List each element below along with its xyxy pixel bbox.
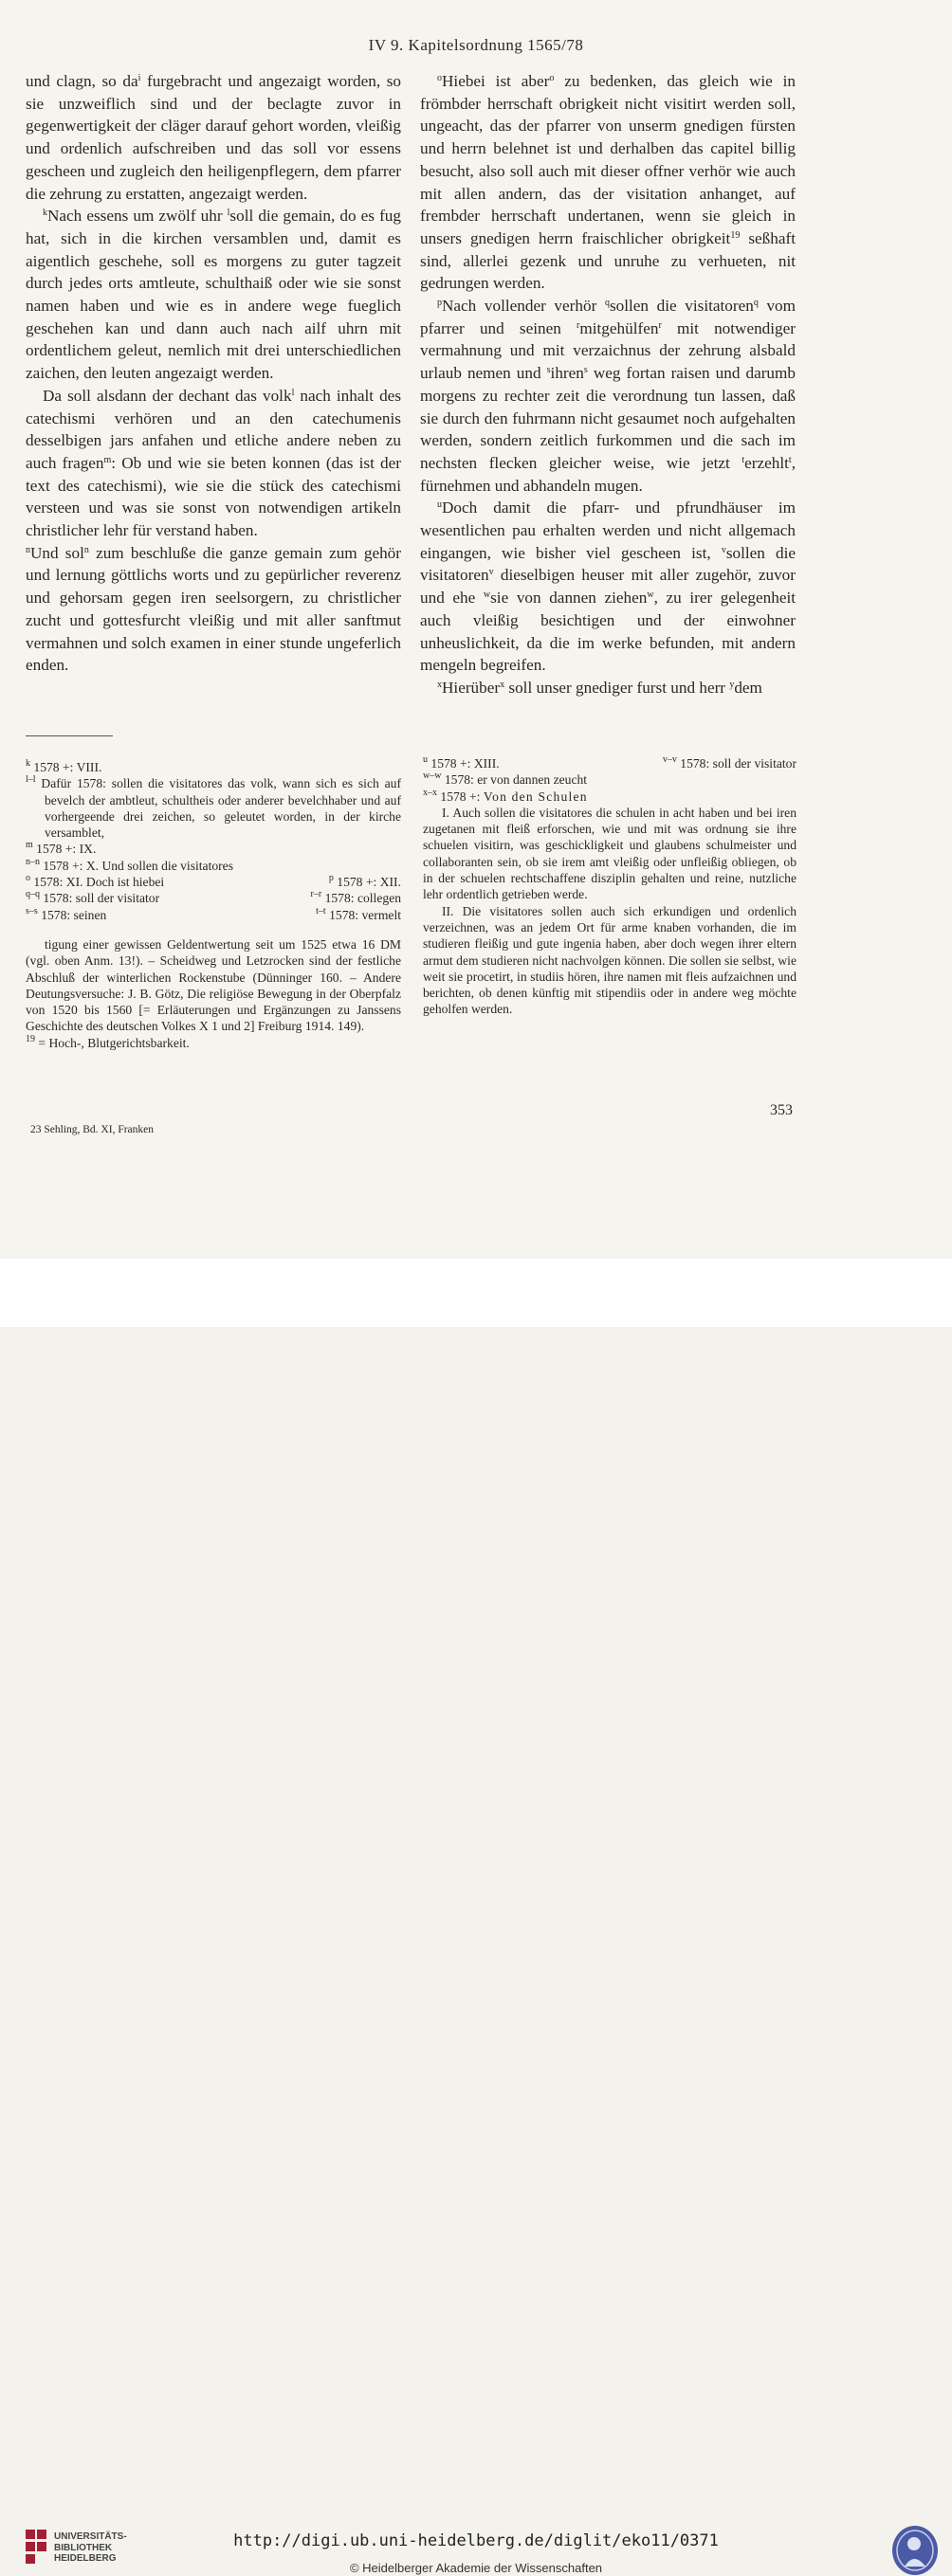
paragraph: $^x$Hierüber$^x$ soll unser gnediger furst und herr $^y$dem xyxy=(437,678,762,697)
footnote-section-ii: II. Die visitatores sollen auch sich erkundigen und ordenlich verzeichnen, was an jedem Ort für arme knaben vorhanden, die im studieren fleißig und gute ingenia haben, aber doch wegen ihrer eltern armut dem studieren nicht nachvolgen können. Die sollen sie selbst, wie weit sie procetirt, in studiis hören, ihre namen mit fleis aufzaichnen und berichten, ob denen künftig mit stipendiis oder in andere weg möchte geholfen werden. xyxy=(423,903,796,1017)
left-column xyxy=(26,70,401,677)
footnote-row xyxy=(26,907,401,923)
paragraph: $^u$Doch damit die pfarr- und pfrundhäuser im wesentlichen pau erhalten werden und nicht allgemach eingangen, wie bisher viel gescheen ist, $^v$sollen die visitatoren$^v$ dieselbigen heuser mit aller zugehör, zuvor und ehe $^w$sie von dannen ziehen$^w$, zu irer gelegenheit auch vleißig besichtigen und der einwohner unheuslichkeit, da die im werke befunden, mit andern mengeln begreifen. xyxy=(420,499,796,675)
permalink[interactable]: http://digi.ub.uni-heidelberg.de/diglit/eko11/0371 xyxy=(233,2531,719,2550)
footnotes-left xyxy=(26,759,401,1051)
copyright-notice: © Heidelberger Akademie der Wissenschaften xyxy=(349,2561,603,2575)
footnote-row xyxy=(26,890,401,906)
footnote: $^{19}$ = Hoch-, Blutgerichtsbarkeit. xyxy=(26,1033,190,1050)
footnote: $^{w-w}$ 1578: er von dannen zeucht xyxy=(423,771,588,788)
paragraph: Da soll alsdann der dechant das volk$^l$ nach inhalt des catechismi verhören und an den catechumenis desselbigen jars anfahen und etliche andere neben zu auch fragen$^m$: Ob und wie sie beten konnen (das ist der text des catechismi), wie sie die stück des catechismi versteen und was sie sonst von notwendigen artikeln christlicher lehr für verstand haben. xyxy=(26,386,402,540)
paragraph: $^n$Und sol$^n$ zum beschluße die ganze gemain zum gehör und lernung göttlichs worts und zu gepürlicher reverenz und gehorsam gegen iren seelsorgern, zu christlicher zucht und gottesfurcht vleißig und mit aller sanftmut vermahnen und solch examen in einer stunde ungeferlich enden. xyxy=(26,543,401,675)
page-number: 353 xyxy=(770,1102,793,1118)
footnote-row xyxy=(423,755,796,771)
academy-seal-icon xyxy=(891,2525,939,2576)
footnote: $^u$ 1578 +: XIII. xyxy=(423,754,500,771)
paragraph: und clagn, so $da^i$ furgebracht und angezaigt worden, so sie unzweiflich sind und der beclagte zuvor in gegenwertigkeit der cläger darauf gehort worden, vleißig und ordenlich aufschreiben und das soll vor essens gescheen und zugleich den heiligenpflegern, dem pfarrer die zehrung zu erstatten, angezaigt werden. xyxy=(26,72,401,203)
footnote: $^p$ 1578 +: XII. xyxy=(328,873,401,890)
printer-signature: 23 Sehling, Bd. XI, Franken xyxy=(30,1124,155,1135)
running-header: IV 9. Kapitelsordnung 1565/78 xyxy=(368,36,584,54)
footnote: $^{l-l}$ Dafür 1578: sollen die visitatores das volk, wann sich es sich auf bevelch der ambtleut, schultheis oder anderer bevelchhaber und auf vorhergeende drei zeichen, so geleutet worden, in der kirche versamblet, xyxy=(26,774,401,841)
paragraph: $^k$Nach essens um zwölf uhr $^l$soll die gemain, do es fug hat, sich in die kirchen versamblen und, damit es aigentlich geschehe, soll es morgens zu guter tagzeit durch jedes orts amtleute, schulthaiß oder wie sie sonst namen haben und wie es in andere wege fueglich geschehen kan und dann auch nach ailf uhrn mit ordentlichem geleut, nemlich mit drei unterschiedlichen zaichen, den leuten angezaigt werden. xyxy=(26,207,401,383)
footnote: $^o$ 1578: XI. Doch ist hiebei xyxy=(26,873,165,890)
footnote: $^{v-v}$ 1578: soll der visitator xyxy=(662,754,796,771)
footnote: $^k$ 1578 +: VIII. xyxy=(26,758,102,774)
footnote: $^m$ 1578 +: IX. xyxy=(26,840,97,857)
paragraph: $^o$Hiebei ist aber$^o$ zu bedenken, das gleich wie in frömbder herrschaft obrigkeit nicht visitirt werden soll, ungeacht, das der pfarrer von unserm gnedigen fürsten und herrn belehnet ist und derhalben das capitel billig besucht, also soll auch mit dieser offner verhör wie auch mit allen andern, das der visitation anhanget, auf frembder herrschaft undertanen, wenn sie gleich in unsers gnedigen herrn fraischlicher obrigkeit$^{19}$ seßhaft sind, allerlei gezenk und unruhe zu verhueten, nit gedrungen werden. xyxy=(420,72,796,293)
footnote: $^{s-s}$ 1578: seinen xyxy=(26,905,107,922)
library-logo-text: UNIVERSITÄTS- BIBLIOTHEK HEIDELBERG xyxy=(54,2531,127,2564)
footnote: $^{x-x}$ 1578 +: Von den Schulen xyxy=(423,787,588,804)
viewer-footer xyxy=(0,1259,952,2575)
footnote-section-i: I. Auch sollen die visitatores die schulen in acht haben und bei iren zugetanen mit fleiß erforschen, wie und mit was ordnung sie ihre schuelen visitirn, was geschickligkeit und glaubens schulmeister und collaboranten sein, ob sie irem amt vleißig oder unfleißig obliegen, ob in der schuelen rechtschaffene disziplin gehalten und reine, nutzliche lehr ordentlich getrieben werde. xyxy=(423,805,796,902)
footnote: $^{r-r}$ 1578: collegen xyxy=(310,889,401,906)
footnote: $^{n-n}$ 1578 +: X. Und sollen die visitatores xyxy=(26,856,233,873)
footnote-row xyxy=(26,874,401,890)
footnote: $^{t-t}$ 1578: vermelt xyxy=(316,905,401,922)
paragraph: $^p$Nach vollender verhör $^q$sollen die visitatoren$^q$ vom pfarrer und seinen $^r$mitgehülfen$^r$ mit notwendiger vermahnung und mit verzaichnus der zehrung alsbald urlaub nemen und $^s$ihren$^s$ weg fortan raisen und darumb morgens zu rechter zeit die verordnung tun lassen, daß sie durch den fuhrmann nicht gesaumet noch aufgehalten werden, sondern zeitlich furkommen und die sach im nechsten flecken gleicher weise, wie jetzt $^t$erzehlt$^t$, fürnehmen und abhandeln mugen. xyxy=(420,297,796,495)
footnotes-right xyxy=(423,755,796,1018)
footnote-continuation: tigung einer gewissen Geldentwertung seit um 1525 etwa 16 DM (vgl. oben Anm. 13!). – Scheidweg und Letzrocken sind der festliche Abschluß der winterlichen Rockenstube (Dünninger 160. – Andere Deutungsversuche: J. B. Götz, Die religiöse Bewegung in der Oberpfalz von 1520 bis 1560 [= Erläuterungen und Ergänzungen zu Janssens Geschichte des deutschen Volkes X 1 und 2] Freiburg 1914. 149). xyxy=(26,936,401,1034)
footnote: $^{q-q}$ 1578: soll der visitator xyxy=(26,889,160,906)
footnote-rule xyxy=(26,735,113,736)
scanned-page xyxy=(0,0,952,1259)
right-column xyxy=(420,70,796,699)
